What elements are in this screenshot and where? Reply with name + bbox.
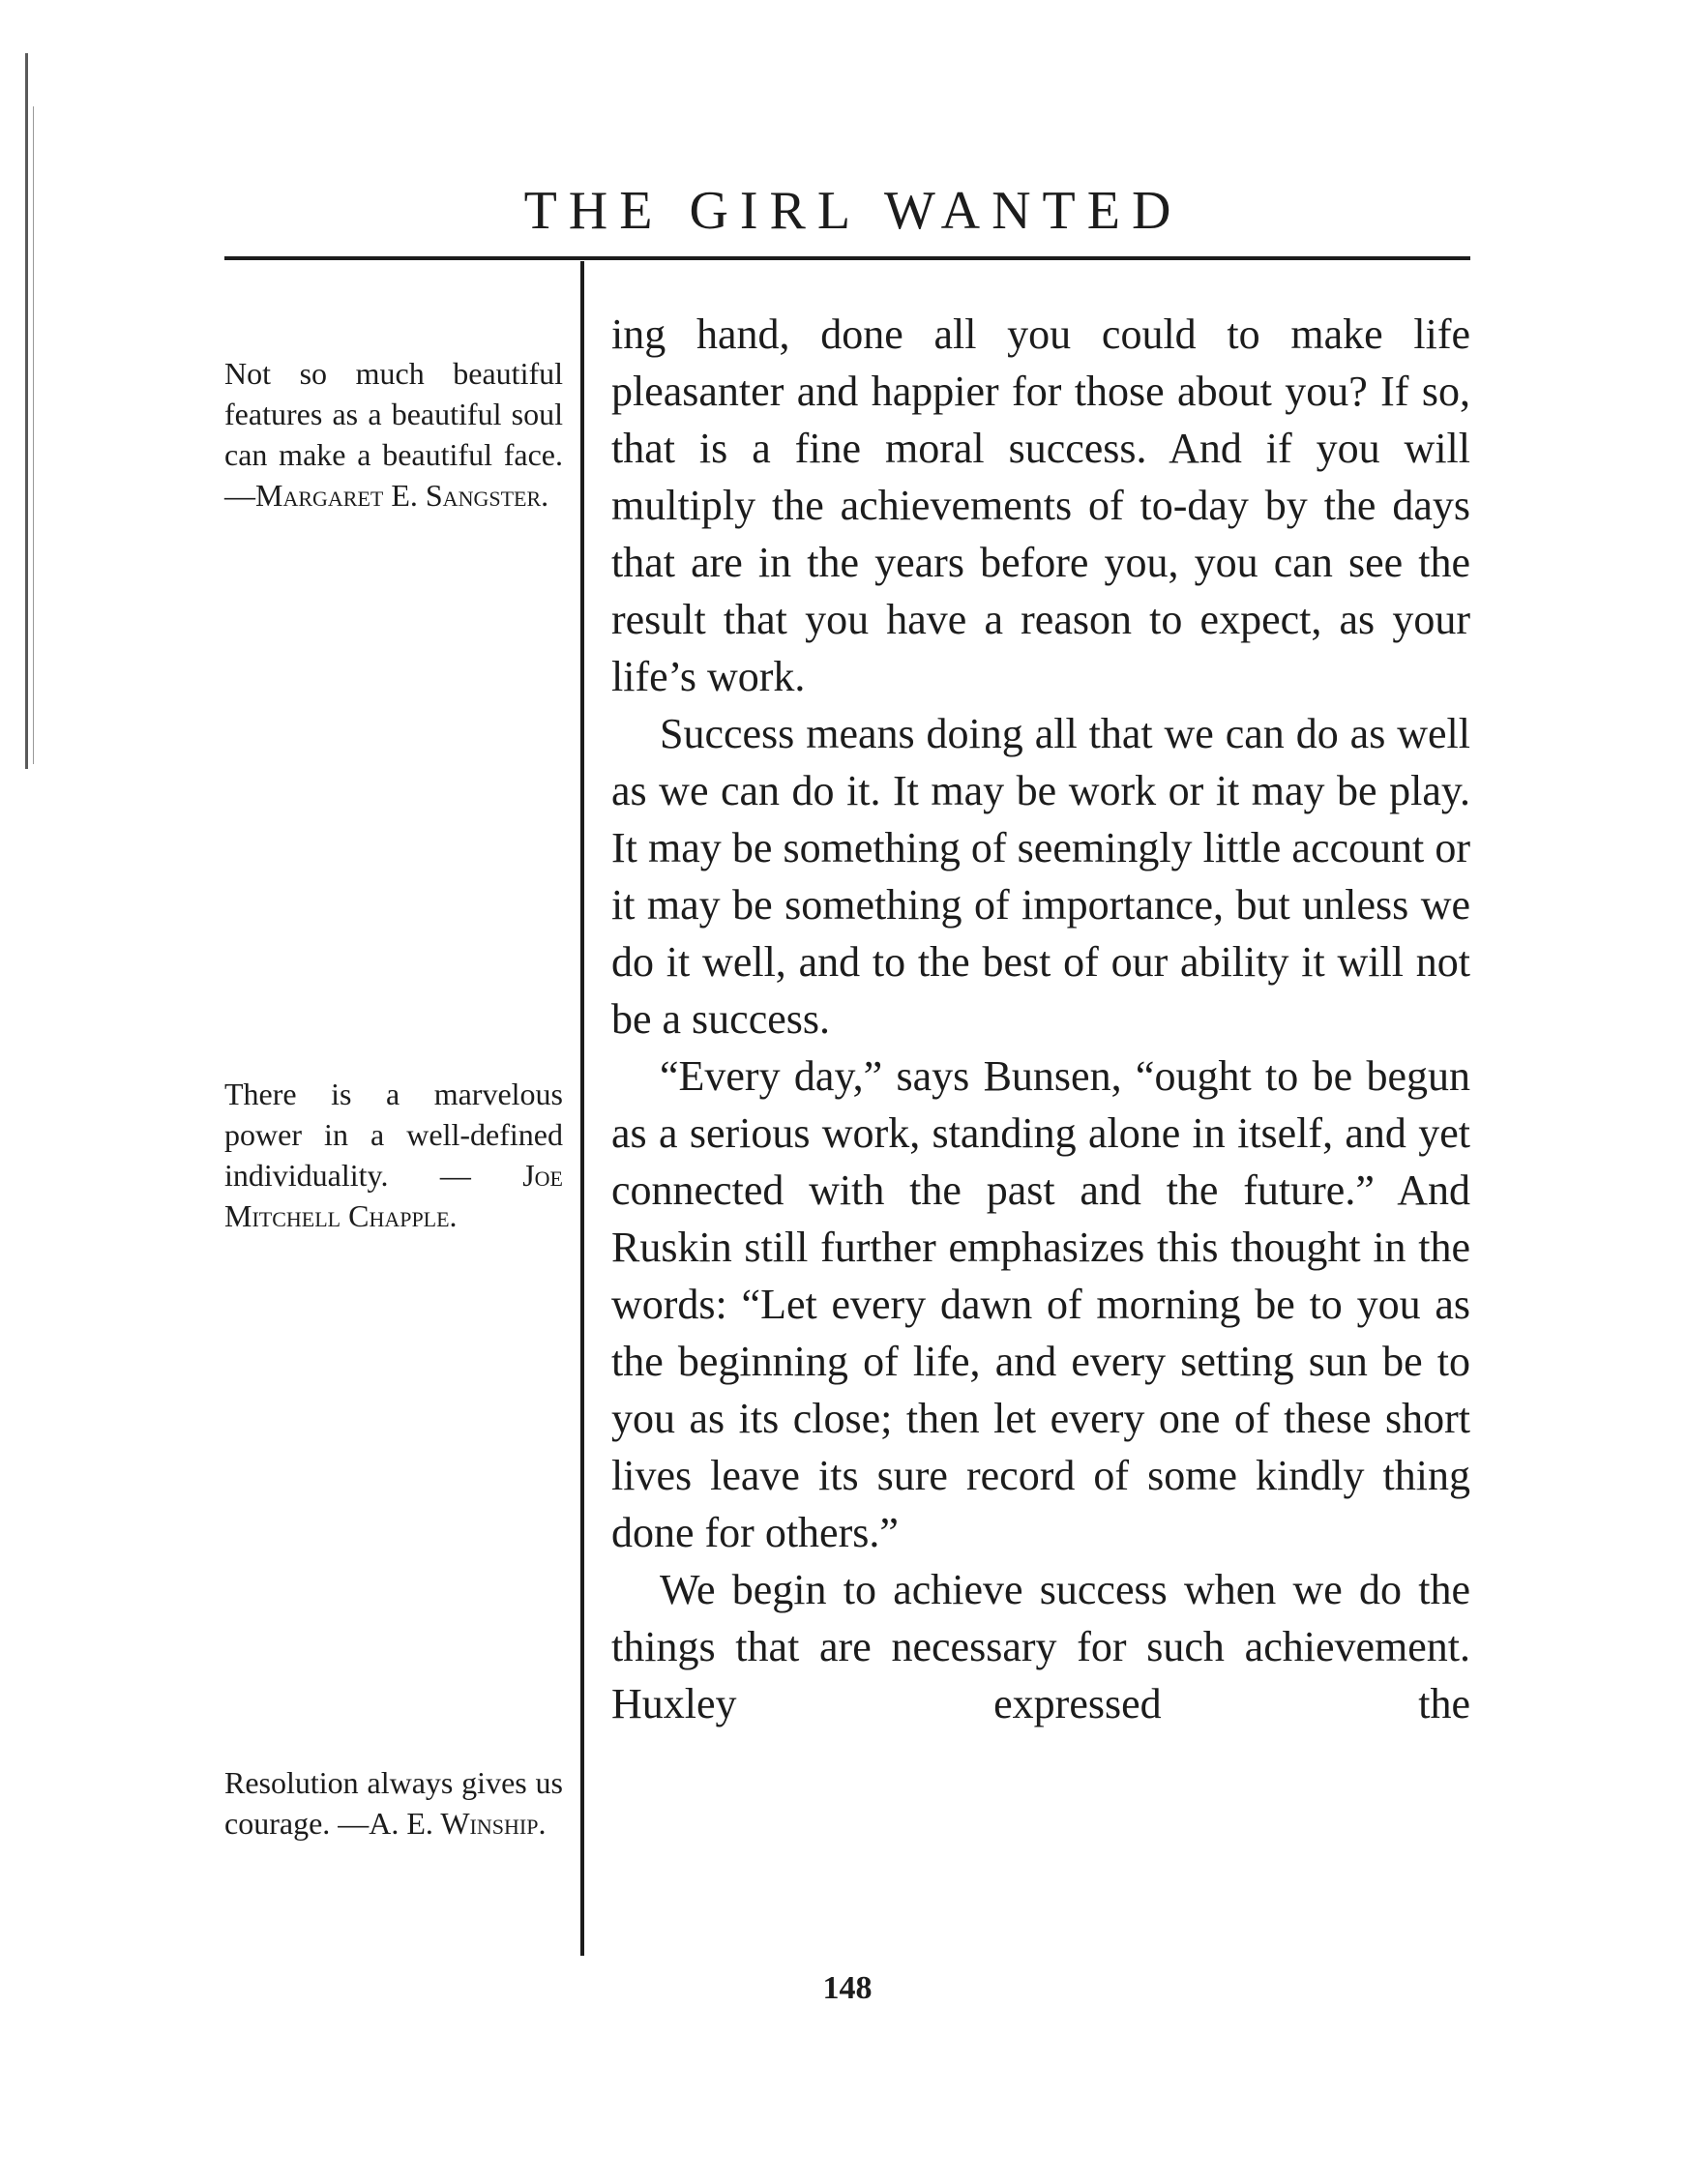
sidenote-sangster — [224, 353, 563, 516]
body-paragraph: We begin to achieve success when we do the things that are necessary for such achievement. Huxley expressed the — [611, 1566, 1470, 1727]
sidenote-author: —Margaret E. Sangster. — [224, 478, 549, 513]
scan-edge-shadow — [25, 53, 28, 769]
body-paragraph: ing hand, done all you could to make life pleasanter and happier for those about you? If so, that is a fine moral success. And if you will multiply the achievements of to-day by the days that are in the years before you, you can see the result that you have a reason to expect, as your life’s work. — [611, 310, 1470, 700]
page-number: 148 — [822, 1970, 873, 2006]
running-head: THE GIRL WANTED — [523, 181, 1183, 241]
sidenote-author: — Joe Mitchell Chapple. — [224, 1158, 563, 1233]
main-text-column — [611, 306, 1470, 1732]
scan-edge-shadow-faint — [33, 106, 34, 764]
sidenote-quote: Not so much beautiful features as a beautiful soul can make a beautiful face. — [224, 356, 563, 472]
sidenote-quote: There is a marvelous power in a well-defined individuality. — [224, 1077, 563, 1193]
sidenote-quote: Resolution always gives us courage. — [224, 1765, 563, 1841]
body-paragraph: “Every day,” says Bunsen, “ought to be begun as a serious work, standing alone in itself, and yet connected with the past and the future.” And Ruskin still further emphasizes this thought in the words: “Let every dawn of morning be to you as the beginning of life, and every setting sun be to you as its close; then let every one of these short lives leave its sure record of some kindly thing done for others.” — [611, 1052, 1470, 1556]
header-rule — [224, 256, 1470, 260]
sidenote-chapple — [224, 1074, 563, 1236]
column-divider — [580, 261, 584, 1956]
body-paragraph: Success means doing all that we can do as well as we can do it. It may be work or it may be play. It may be something of seemingly little account or it may be something of importance, but unless we do it well, and to the best of our ability it will not be a success. — [611, 710, 1470, 1043]
sidenote-winship — [224, 1762, 563, 1844]
sidenote-author: —A. E. Winship. — [338, 1806, 547, 1841]
